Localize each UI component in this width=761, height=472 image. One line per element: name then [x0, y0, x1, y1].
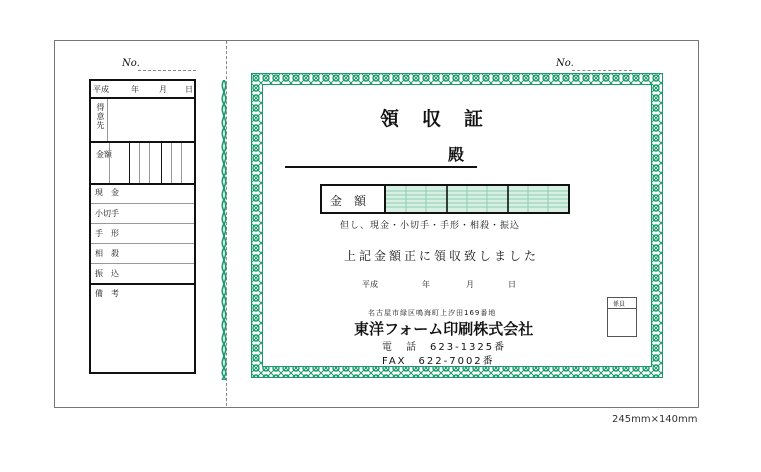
- amount-box: [320, 184, 570, 214]
- stub-number-label: No.: [122, 58, 140, 69]
- receipt-statement: 上記金額正に領収致しました: [344, 249, 540, 263]
- stub-amount-divider: [129, 143, 130, 183]
- stub-amount-divider: [149, 143, 150, 183]
- stub-date-day: 日: [185, 85, 193, 94]
- receipt-title: 領 収 証: [380, 108, 486, 130]
- stub-divider: [91, 203, 194, 204]
- stub-amount-label: 金額: [96, 150, 112, 159]
- stub-customer-label: 得意先: [96, 103, 105, 130]
- stub-payment-transfer: 振 込: [95, 269, 119, 278]
- stub-remarks-label: 備 考: [95, 289, 119, 298]
- stub-table: [89, 79, 196, 374]
- company-fax: FAX 622-7002番: [382, 356, 495, 367]
- stub-amount-divider: [161, 143, 162, 183]
- stub-amount-divider: [171, 143, 172, 183]
- company-name: 東洋フォーム印刷株式会社: [354, 320, 534, 338]
- stub-divider: [91, 141, 194, 143]
- stub-payment-cash: 現 金: [95, 188, 119, 197]
- stub-payment-offset: 相 殺: [95, 249, 119, 258]
- stub-amount-divider: [181, 143, 182, 183]
- company-phone: 電 話 623-1325番: [382, 342, 507, 353]
- staff-stamp-divider: [608, 308, 636, 309]
- payment-note: 但し、現金・小切手・手形・相殺・振込: [340, 221, 521, 231]
- stub-payment-bill: 手 形: [95, 229, 119, 238]
- receipt-date-day: 日: [508, 280, 516, 289]
- company-address: 名古屋市緑区鳴海町上汐田169番地: [368, 309, 497, 317]
- dimensions-note: 245mm×140mm: [612, 414, 698, 425]
- amount-digit-grid: [386, 186, 568, 212]
- stub-number-line: [138, 70, 196, 71]
- receipt-date-era: 平成: [362, 280, 378, 289]
- stub-divider: [91, 243, 194, 244]
- receipt-date-year: 年: [422, 280, 430, 289]
- honorific-label: 殿: [448, 145, 465, 164]
- stub-amount-divider: [109, 143, 110, 183]
- stub-divider: [91, 183, 194, 185]
- receipt-number-label: No.: [556, 58, 574, 69]
- stub-date-year: 年: [131, 85, 139, 94]
- stub-date-month: 月: [159, 85, 167, 94]
- receipt-date-month: 月: [466, 280, 474, 289]
- stub-date-era: 平成: [93, 85, 109, 94]
- stub-amount-divider: [139, 143, 140, 183]
- amount-label: 金 額: [330, 194, 367, 208]
- staff-stamp-label: 係員: [613, 301, 626, 308]
- addressee-line: [285, 166, 477, 168]
- staff-stamp-box: [607, 297, 637, 337]
- stub-divider: [91, 263, 194, 264]
- stub-divider: [91, 283, 194, 285]
- stub-payment-check: 小切手: [95, 209, 119, 218]
- receipt-number-line: [572, 70, 632, 71]
- stub-customer-divider: [107, 99, 108, 141]
- chain-pattern: [218, 80, 230, 380]
- stub-divider: [91, 223, 194, 224]
